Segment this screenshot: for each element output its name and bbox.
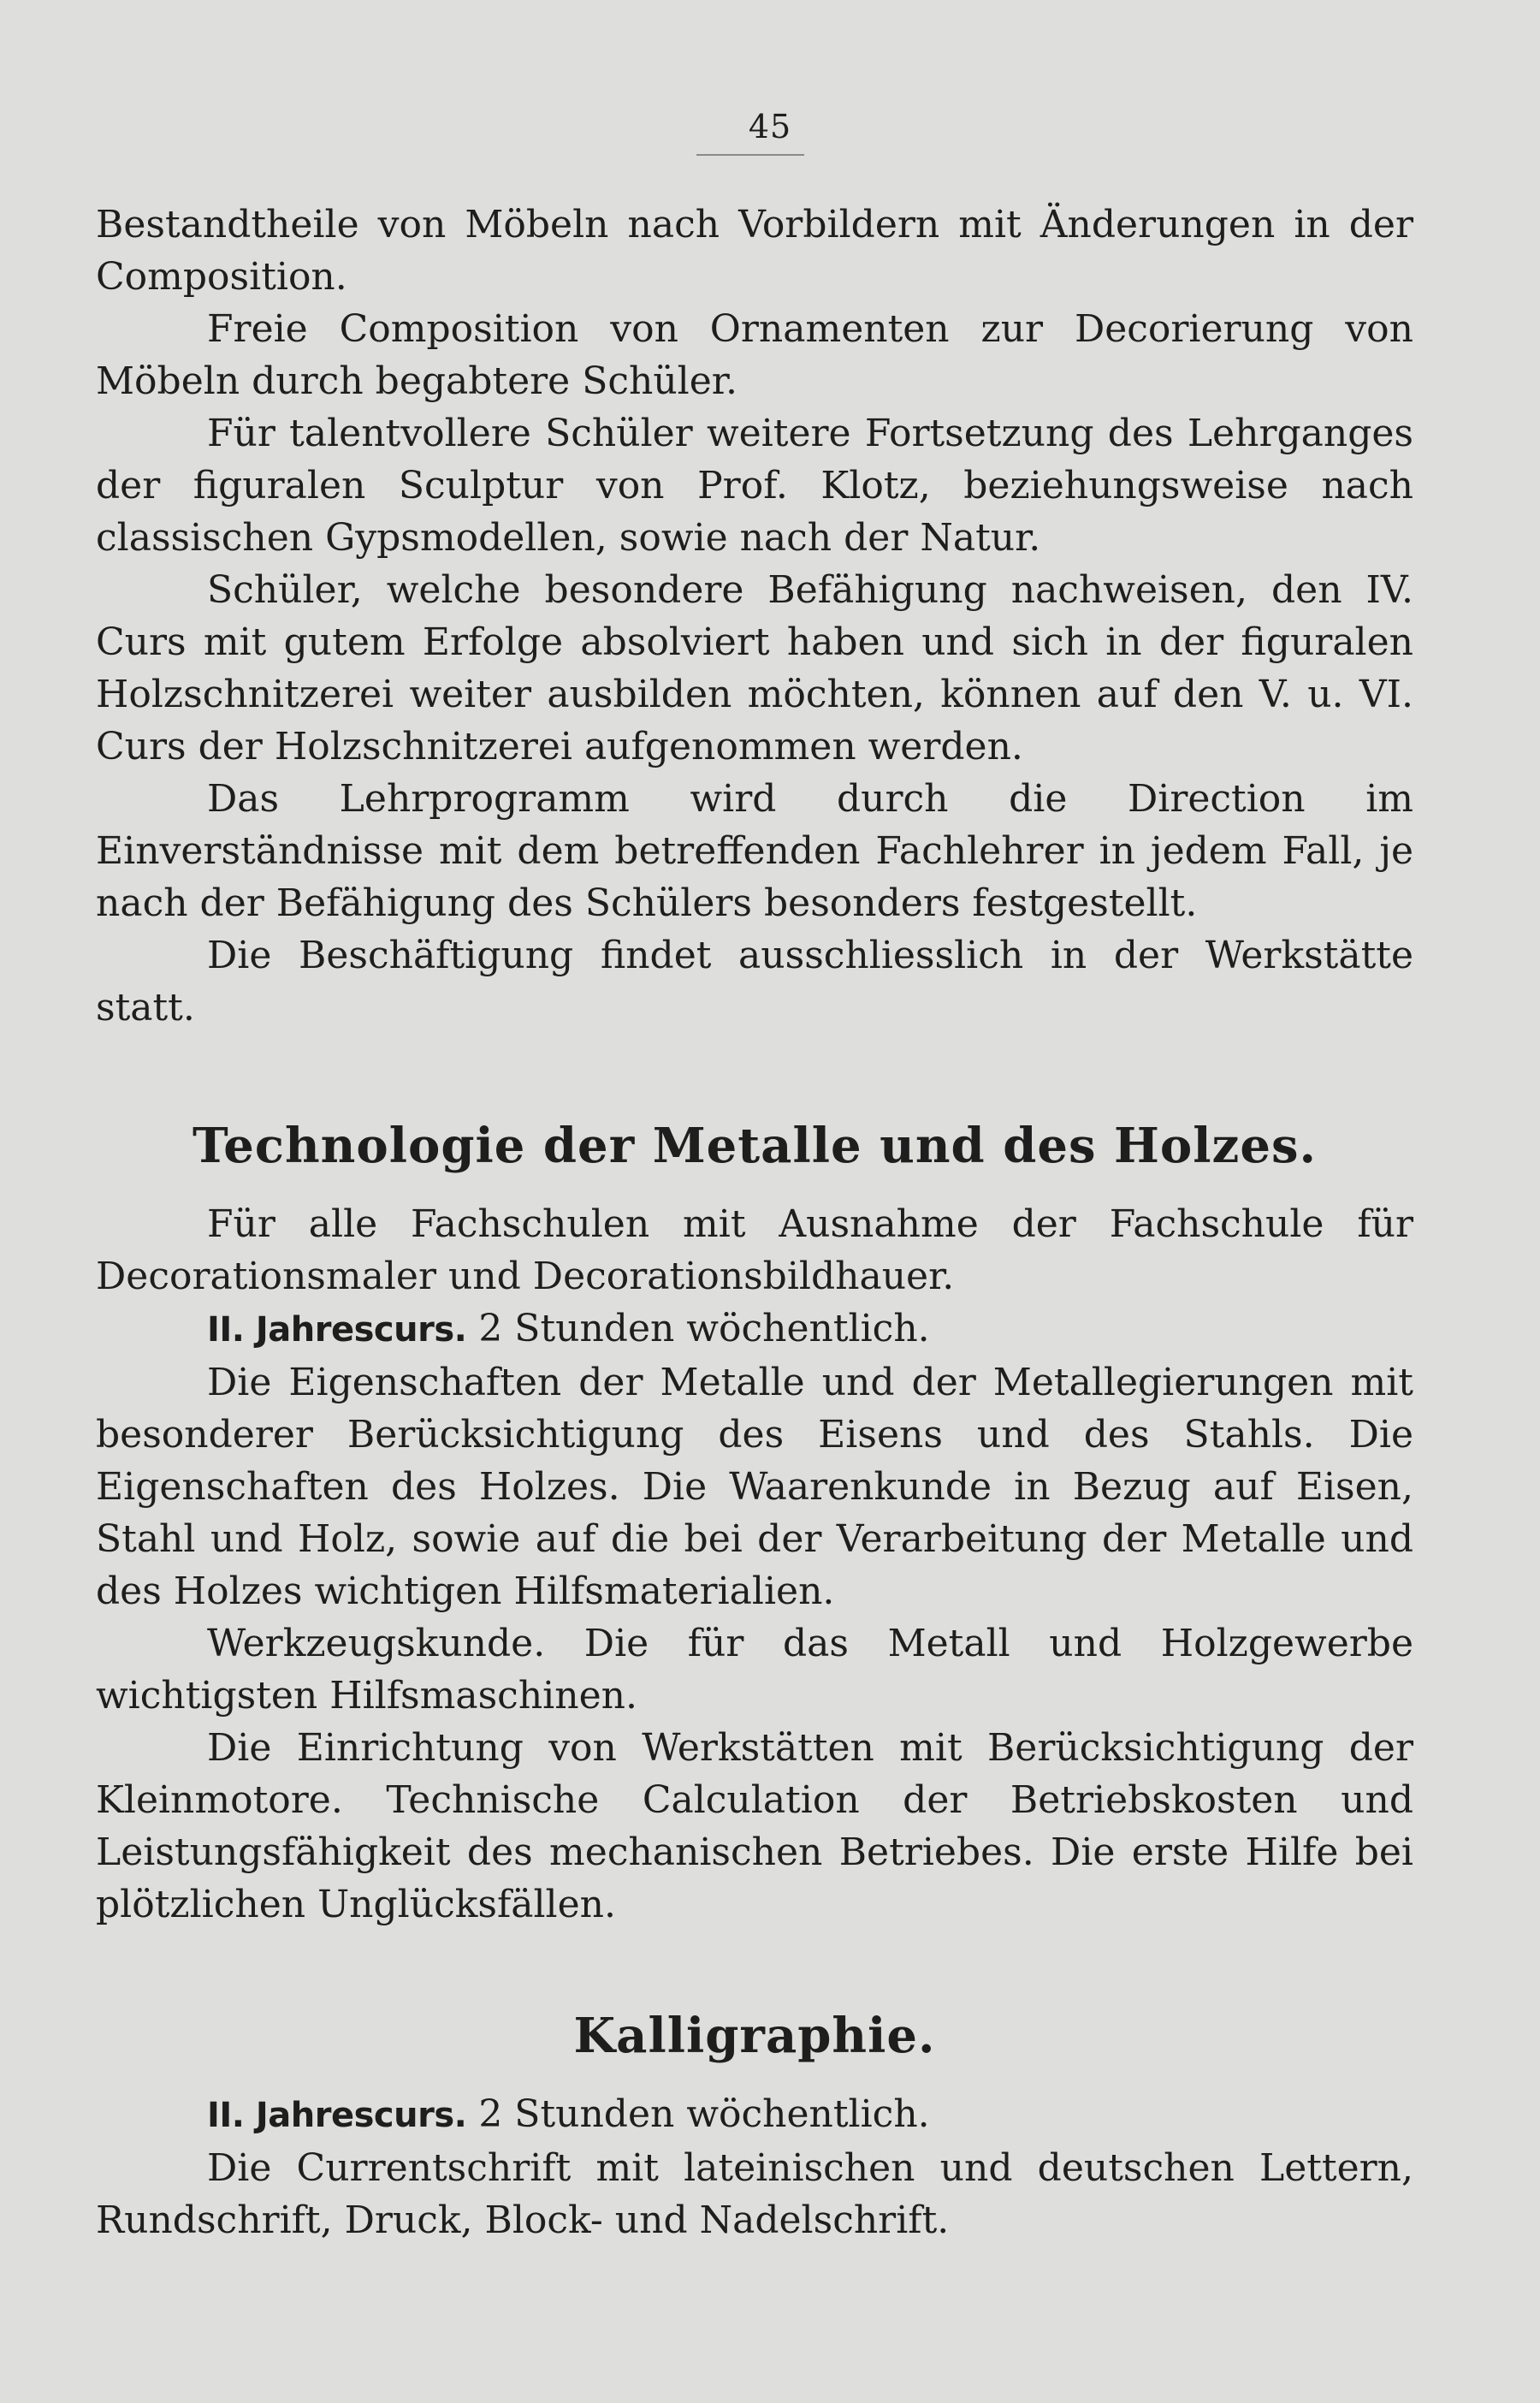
course-label: II. Jahrescurs. — [207, 2096, 467, 2135]
intro-paragraph: Bestandtheile von Möbeln nach Vorbildern mit Änderungen in der Composition. — [96, 203, 1413, 299]
course-hours: 2 Stunden wöchentlich. — [478, 2092, 930, 2136]
section-paragraph: Die Eigenschaften der Metalle und der Metallegierungen mit besonderer Berücksichtigung des Eisens und des Stahls. Die Eigenschaften des Holzes. Die Waarenkunde in Bezug auf Eisen, Stahl und Holz, sowie auf die bei der Verarbeitung der Metalle und des Holzes wichtigen Hilfsmaterialien. — [96, 1361, 1413, 1613]
section-paragraph: Die Currentschrift mit lateinischen und deutschen Lettern, Rundschrift, Druck, Block- und Nadelschrift. — [96, 2146, 1413, 2242]
course-hours: 2 Stunden wöchentlich. — [478, 1307, 930, 1350]
page-number: 45 — [748, 108, 792, 145]
intro-paragraph: Die Beschäftigung findet ausschliesslich in der Werkstätte statt. — [96, 934, 1413, 1029]
course-line — [96, 1302, 1413, 1356]
section-scope: Für alle Fachschulen mit Ausnahme der Fachschule für Decorationsmaler und Decorationsbildhauer. — [96, 1202, 1413, 1298]
intro-paragraph: Für talentvollere Schüler weitere Fortsetzung des Lehrganges der figuralen Sculptur von Prof. Klotz, beziehungsweise nach classischen Gypsmodellen, sowie nach der Natur. — [96, 412, 1413, 560]
page-body — [96, 199, 1413, 2246]
page-number-rule — [696, 154, 804, 156]
intro-paragraph: Das Lehrprogramm wird durch die Direction im Einverständnisse mit dem betreffenden Fachlehrer in jedem Fall, je nach der Befähigung des Schülers besonders festgestellt. — [96, 777, 1413, 925]
section-paragraph: Werkzeugskunde. Die für das Metall und Holzgewerbe wichtigsten Hilfsmaschinen. — [96, 1622, 1413, 1718]
section-heading-kalligraphie: Kalligraphie. — [573, 2008, 936, 2064]
intro-paragraph: Schüler, welche besondere Befähigung nachweisen, den IV. Curs mit gutem Erfolge absolviert haben und sich in der figuralen Holzschnitzerei weiter ausbilden möchten, können auf den V. u. VI. Curs der Holzschnitzerei aufgenommen werden. — [96, 568, 1413, 768]
section-heading-technologie: Technologie der Metalle und des Holzes. — [192, 1118, 1318, 1174]
course-label: II. Jahrescurs. — [207, 1310, 467, 1350]
course-line — [96, 2088, 1413, 2142]
intro-paragraph: Freie Composition von Ornamenten zur Decorierung von Möbeln durch begabtere Schüler. — [96, 307, 1413, 403]
section-paragraph: Die Einrichtung von Werkstätten mit Berücksichtigung der Kleinmotore. Technische Calculation der Betriebskosten und Leistungsfähigkeit des mechanischen Betriebes. Die erste Hilfe bei plötzlichen Unglücksfällen. — [96, 1726, 1413, 1926]
